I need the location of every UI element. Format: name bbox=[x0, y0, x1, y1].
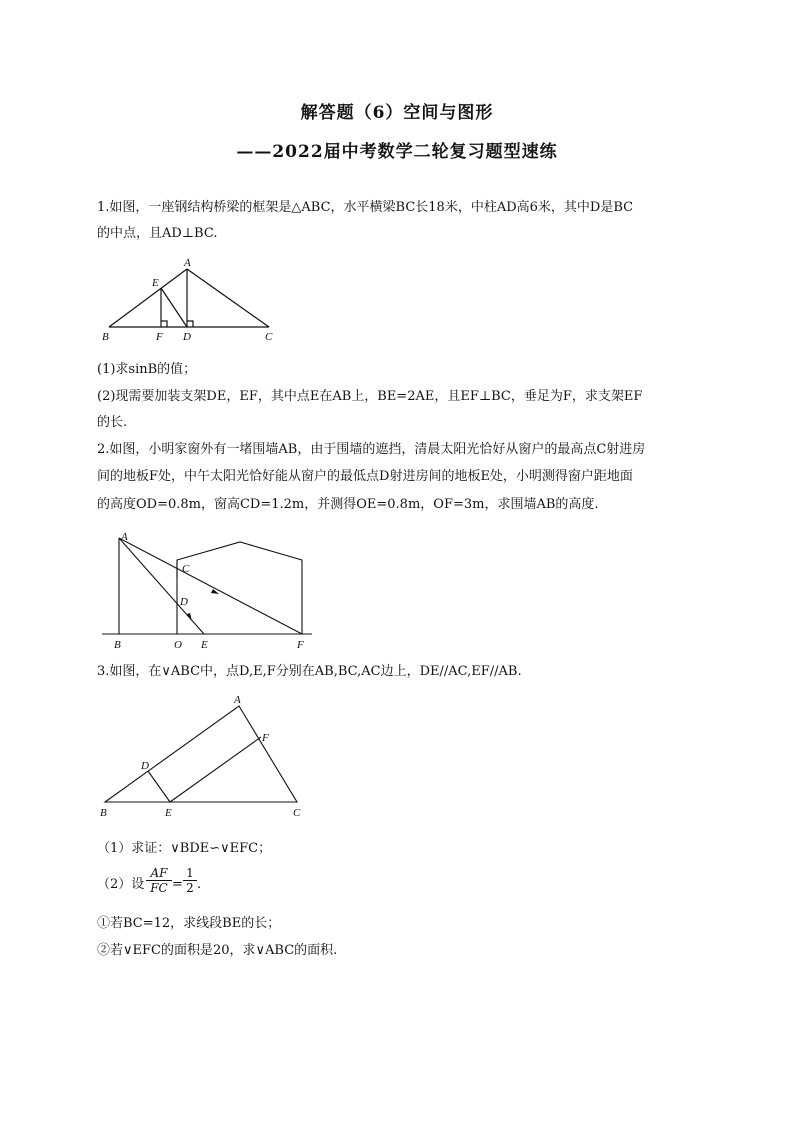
q3-part1: （1）求证：∨BDE∽∨EFC； bbox=[97, 841, 272, 856]
q3-segment-ef bbox=[170, 737, 261, 802]
q1-label-e: E bbox=[152, 277, 159, 289]
q2-label-b: B bbox=[114, 639, 121, 651]
q3-part2-period: . bbox=[197, 877, 202, 892]
q1-label-a: A bbox=[184, 257, 191, 269]
q1-label-d: D bbox=[183, 331, 191, 343]
q3-fraction-half bbox=[183, 866, 197, 895]
q3-triangle-abc bbox=[105, 706, 297, 802]
q2-label-e: E bbox=[201, 639, 208, 651]
q3-half-numerator: 1 bbox=[183, 866, 197, 881]
q3-segment-de bbox=[148, 771, 170, 802]
q2-label-d: D bbox=[180, 596, 188, 608]
q3-frac-denominator: FC bbox=[150, 881, 168, 895]
q1-text-line2: 的中点，且AD⊥BC. bbox=[97, 226, 218, 241]
q3-fraction-af-fc bbox=[146, 866, 172, 895]
q3-sub2: ②若∨EFC的面积是20，求∨ABC的面积. bbox=[97, 943, 338, 958]
q1-text-line1: 1.如图，一座钢结构桥梁的框架是△ABC，水平横梁BC长18米，中柱AD高6米，其中D是BC bbox=[97, 200, 634, 215]
q1-right-angle-d bbox=[187, 321, 193, 327]
q3-triangle-figure bbox=[97, 690, 312, 825]
q3-label-e: E bbox=[165, 807, 172, 819]
q3-label-a: A bbox=[234, 694, 241, 706]
q1-label-c: C bbox=[265, 331, 273, 343]
q1-part1: (1)求sinB的值； bbox=[97, 362, 197, 377]
q3-label-c: C bbox=[293, 807, 301, 819]
q3-text-line1: 3.如图，在∨ABC中，点D,E,F分别在AB,BC,AC边上，DE//AC,EF//AB. bbox=[97, 664, 522, 679]
q1-part2-line2: 的长. bbox=[97, 415, 128, 430]
q1-label-b: B bbox=[102, 331, 109, 343]
q2-wall-window-figure bbox=[97, 530, 317, 655]
q1-right-angle-f bbox=[161, 321, 167, 327]
q2-label-a: A bbox=[121, 531, 128, 543]
q1-segment-ac bbox=[187, 269, 269, 327]
q2-label-o: O bbox=[174, 639, 182, 651]
q2-house-outline bbox=[177, 542, 302, 634]
q3-half-denominator: 2 bbox=[186, 881, 194, 895]
q1-label-f: F bbox=[156, 331, 163, 343]
q3-label-f: F bbox=[262, 732, 269, 744]
q3-frac-numerator: AF bbox=[146, 866, 172, 881]
q2-arrow-de bbox=[187, 613, 192, 621]
q2-label-c: C bbox=[182, 563, 190, 575]
page-subtitle: ——2022届中考数学二轮复习题型速练 bbox=[236, 142, 558, 162]
q2-text-line3: 的高度OD=0.8m，窗高CD=1.2m，并测得OE=0.8m，OF=3m，求围墙AB的高度. bbox=[97, 497, 599, 512]
q2-text-line1: 2.如图，小明家窗外有一堵围墙AB，由于围墙的遮挡，清晨太阳光恰好从窗户的最高点C射进房 bbox=[97, 442, 646, 457]
q3-sub1: ①若BC=12，求线段BE的长； bbox=[97, 916, 281, 931]
q3-label-d: D bbox=[141, 760, 149, 772]
q3-equals-sign: = bbox=[172, 877, 183, 892]
q1-part2-line1: (2)现需要加装支架DE，EF，其中点E在AB上，BE=2AE，且EF⊥BC，垂足为F，求支架EF bbox=[97, 389, 643, 404]
q2-label-f: F bbox=[297, 639, 304, 651]
q2-text-line2: 间的地板F处，中午太阳光恰好能从窗户的最低点D射进房间的地板E处，小明测得窗户距地面 bbox=[97, 469, 633, 484]
page-title: 解答题（6）空间与图形 bbox=[300, 103, 494, 123]
q3-part2-prefix: （2）设 bbox=[97, 877, 145, 892]
q1-segment-ab bbox=[109, 269, 187, 327]
q1-bridge-figure bbox=[97, 255, 287, 347]
q3-label-b: B bbox=[100, 807, 107, 819]
